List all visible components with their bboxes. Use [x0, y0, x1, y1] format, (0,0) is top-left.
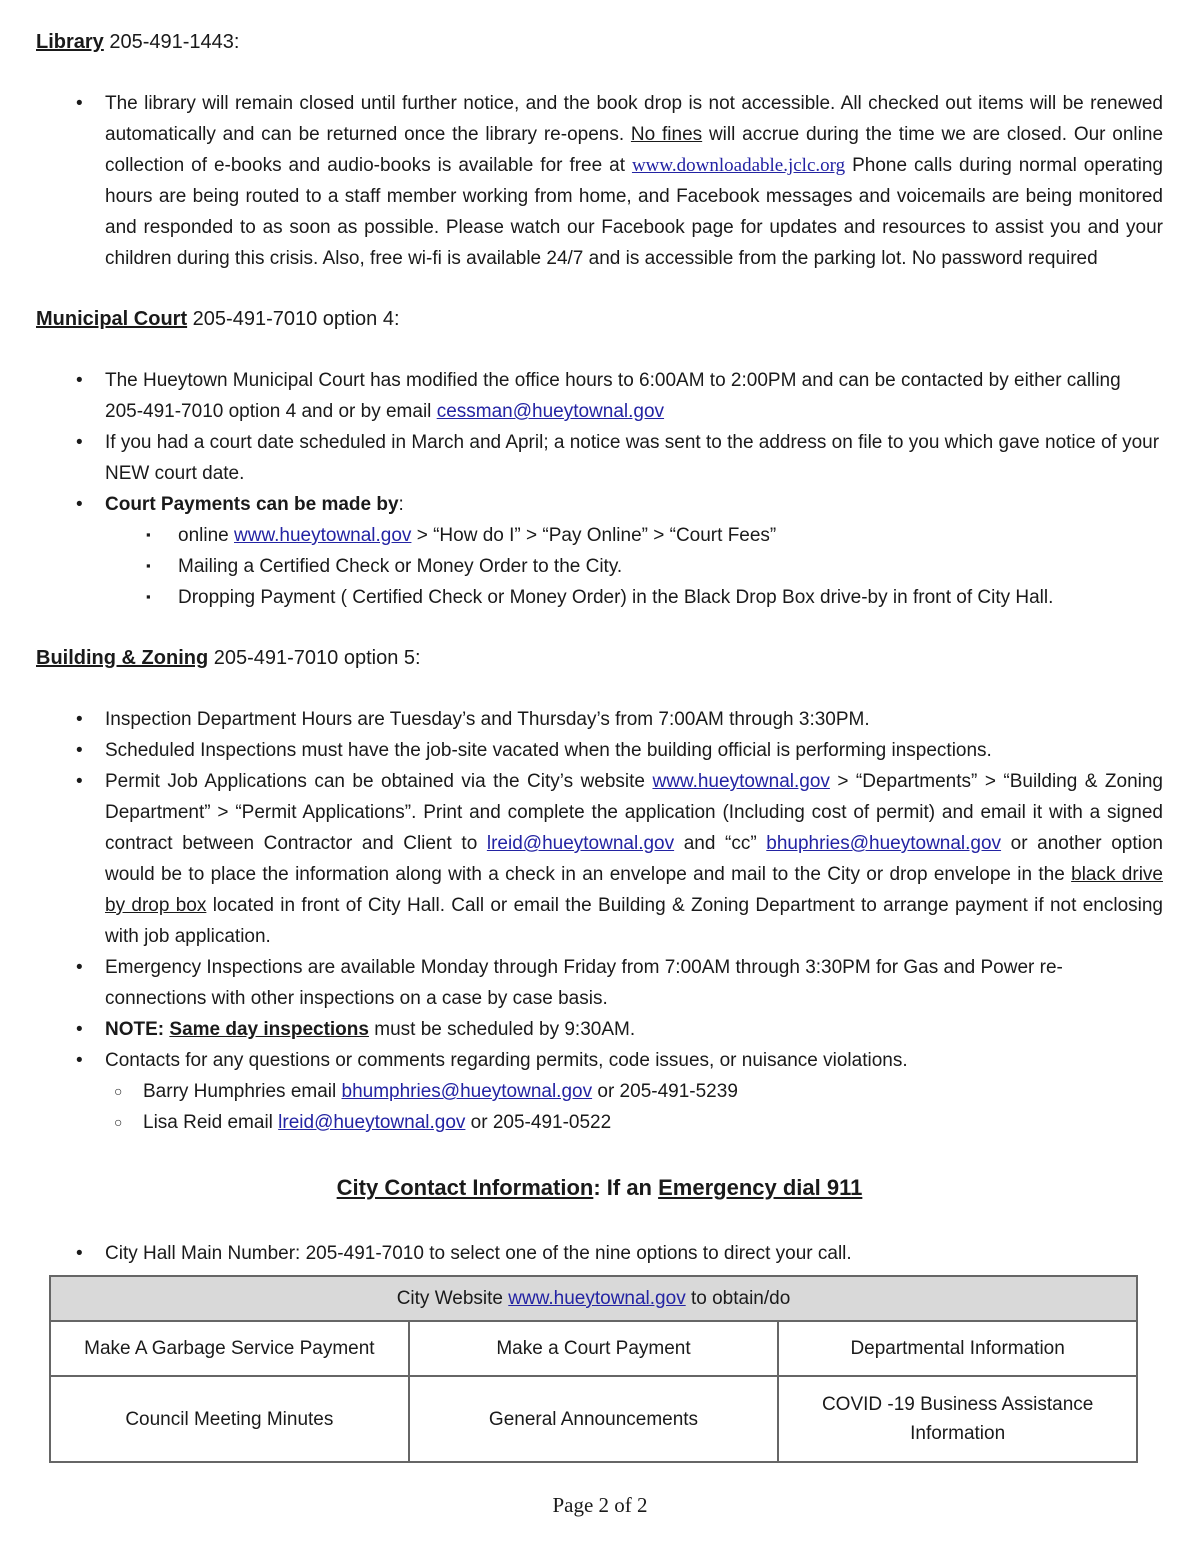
hyperlink[interactable]: bhuphries@hueytownal.gov [766, 833, 1002, 854]
text-segment: No fines [630, 124, 703, 145]
city-hall-bullet [36, 1238, 1163, 1269]
text-segment: Court Payments can be made by [105, 494, 399, 515]
bz-bullet-scheduled-inspections [36, 735, 1163, 766]
text-segment: NOTE: [105, 1019, 170, 1040]
table-cell: COVID -19 Business Assistance Information [778, 1376, 1137, 1462]
table-header-row [50, 1276, 1137, 1321]
text-segment: black drive by drop box [105, 864, 1163, 916]
city-website-table [49, 1275, 1138, 1463]
hyperlink[interactable]: www.hueytownal.gov [508, 1288, 686, 1309]
text-segment: located in front of City Hall. Call or email the Building & Zoning Department to arrange payment if not enclosing with job application. [105, 895, 1163, 947]
text-segment: must be scheduled by 9:30AM. [368, 1019, 636, 1040]
page-number: Page 2 of 2 [552, 1493, 648, 1517]
text-segment: Mailing a Certified Check or Money Order to the City. [178, 556, 623, 577]
text-segment: The library will remain closed until further notice, and the book drop is not accessible. All checked out items will be renewed automatically and can be returned once the library re-opens. [105, 93, 1163, 145]
text-segment: Lisa Reid email [143, 1112, 279, 1133]
section-heading-building-zoning [36, 646, 1163, 671]
court-payment-dropbox [36, 582, 1163, 613]
text-segment: Contacts for any questions or comments regarding permits, code issues, or nuisance violations. [105, 1050, 908, 1071]
text-segment: 205-491-7010 option 4: [187, 308, 400, 330]
table-cell: Make a Court Payment [409, 1321, 779, 1376]
hyperlink[interactable]: cessman@hueytownal.gov [436, 401, 665, 422]
text-segment: and “cc” [674, 833, 767, 854]
text-segment: City Contact Information [336, 1175, 594, 1200]
hyperlink[interactable]: www.hueytownal.gov [234, 525, 412, 546]
text-segment: 205-491-1443: [103, 31, 240, 53]
table-cell: General Announcements [409, 1376, 779, 1462]
table-row [50, 1376, 1137, 1462]
text-segment: > “How do I” > “Pay Online” > “Court Fees” [411, 525, 777, 546]
bz-bullet-same-day-note [36, 1014, 1163, 1045]
text-segment: Library [36, 31, 104, 53]
text-segment: : [398, 494, 404, 515]
hyperlink[interactable]: bhumphries@hueytownal.gov [341, 1081, 593, 1102]
hyperlink[interactable]: lreid@hueytownal.gov [486, 833, 675, 854]
text-segment: If you had a court date scheduled in March and April; a notice was sent to the address on file to you which gave notice of your NEW court date. [105, 432, 1160, 484]
section-building-zoning [36, 646, 1163, 1138]
hyperlink[interactable]: lreid@hueytownal.gov [278, 1112, 466, 1133]
table-header-cell [50, 1276, 1137, 1321]
text-segment: or 205-491-5239 [592, 1081, 738, 1102]
text-segment: The Hueytown Municipal Court has modified the office hours to 6:00AM to 2:00PM and can be contacted by either calling 205-491-7010 option 4 and or by email [105, 370, 1121, 422]
bz-bullet-inspection-hours [36, 704, 1163, 735]
section-heading-library [36, 30, 1163, 55]
text-segment: 205-491-7010 option 5: [208, 647, 421, 669]
text-segment: Permit Job Applications can be obtained via the City’s website [105, 771, 653, 792]
text-segment: City Hall Main Number: 205-491-7010 to select one of the nine options to direct your call. [105, 1243, 852, 1264]
section-library [36, 30, 1163, 274]
bz-contact-lisa [36, 1107, 1163, 1138]
section-municipal-court [36, 307, 1163, 613]
bz-contact-barry [36, 1076, 1163, 1107]
court-payment-mail [36, 551, 1163, 582]
table-cell: Departmental Information [778, 1321, 1137, 1376]
text-segment: Dropping Payment ( Certified Check or Money Order) in the Black Drop Box drive-by in front of City Hall. [178, 587, 1054, 608]
text-segment: Scheduled Inspections must have the job-site vacated when the building official is performing inspections. [105, 740, 992, 761]
hyperlink[interactable]: www.downloadable.jclc.org [631, 155, 846, 176]
section-heading-municipal-court [36, 307, 1163, 332]
table-cell: Council Meeting Minutes [50, 1376, 409, 1462]
text-segment: Emergency dial 911 [658, 1175, 863, 1200]
court-bullet-court-date [36, 427, 1163, 489]
text-segment: City Website [396, 1288, 509, 1309]
text-segment: Barry Humphries email [143, 1081, 342, 1102]
court-payment-online [36, 520, 1163, 551]
text-segment: to obtain/do [685, 1288, 791, 1309]
table-cell: Make A Garbage Service Payment [50, 1321, 409, 1376]
text-segment: will accrue during the time we are closed. Our online collection of e-books and audio-books is available for free at [105, 124, 1164, 176]
text-segment: Municipal Court [36, 308, 188, 330]
hyperlink[interactable]: www.hueytownal.gov [652, 771, 830, 792]
text-segment: Building & Zoning [36, 647, 209, 669]
text-segment: Same day inspections [169, 1019, 369, 1040]
text-segment: Emergency Inspections are available Monday through Friday from 7:00AM through 3:30PM for Gas and Power re-connections with other inspections on a case by case basis. [105, 957, 1063, 1009]
court-bullet-hours [36, 365, 1163, 427]
text-segment: or another option would be to place the information along with a check in an envelope and mail to the City or drop envelope in the [105, 833, 1163, 885]
bz-bullet-contacts [36, 1045, 1163, 1076]
bz-bullet-emergency-inspections [36, 952, 1163, 1014]
city-contact-heading [36, 1174, 1163, 1202]
text-segment: > “Departments” > “Building & Zoning Department” > “Permit Applications”. Print and complete the application (Including cost of permit) and email it with a signed contract between Contractor and Client to [105, 771, 1163, 854]
court-bullet-payments-label [36, 489, 1163, 520]
text-segment: Phone calls during normal operating hours are being routed to a staff member working from home, and Facebook messages and voicemails are being monitored and responded to as soon as possible. Please watch our Facebook page for updates and resources to assist you and your children during this crisis. Also, free wi-fi is available 24/7 and is accessible from the parking lot. No password required [105, 155, 1163, 269]
table-row [50, 1321, 1137, 1376]
text-segment: : If an [593, 1175, 659, 1200]
text-segment: or 205-491-0522 [465, 1112, 612, 1133]
text-segment: Inspection Department Hours are Tuesday’s and Thursday’s from 7:00AM through 3:30PM. [105, 709, 870, 730]
text-segment: online [178, 525, 234, 546]
bz-bullet-permit-applications [36, 766, 1163, 952]
library-bullet [36, 88, 1163, 274]
